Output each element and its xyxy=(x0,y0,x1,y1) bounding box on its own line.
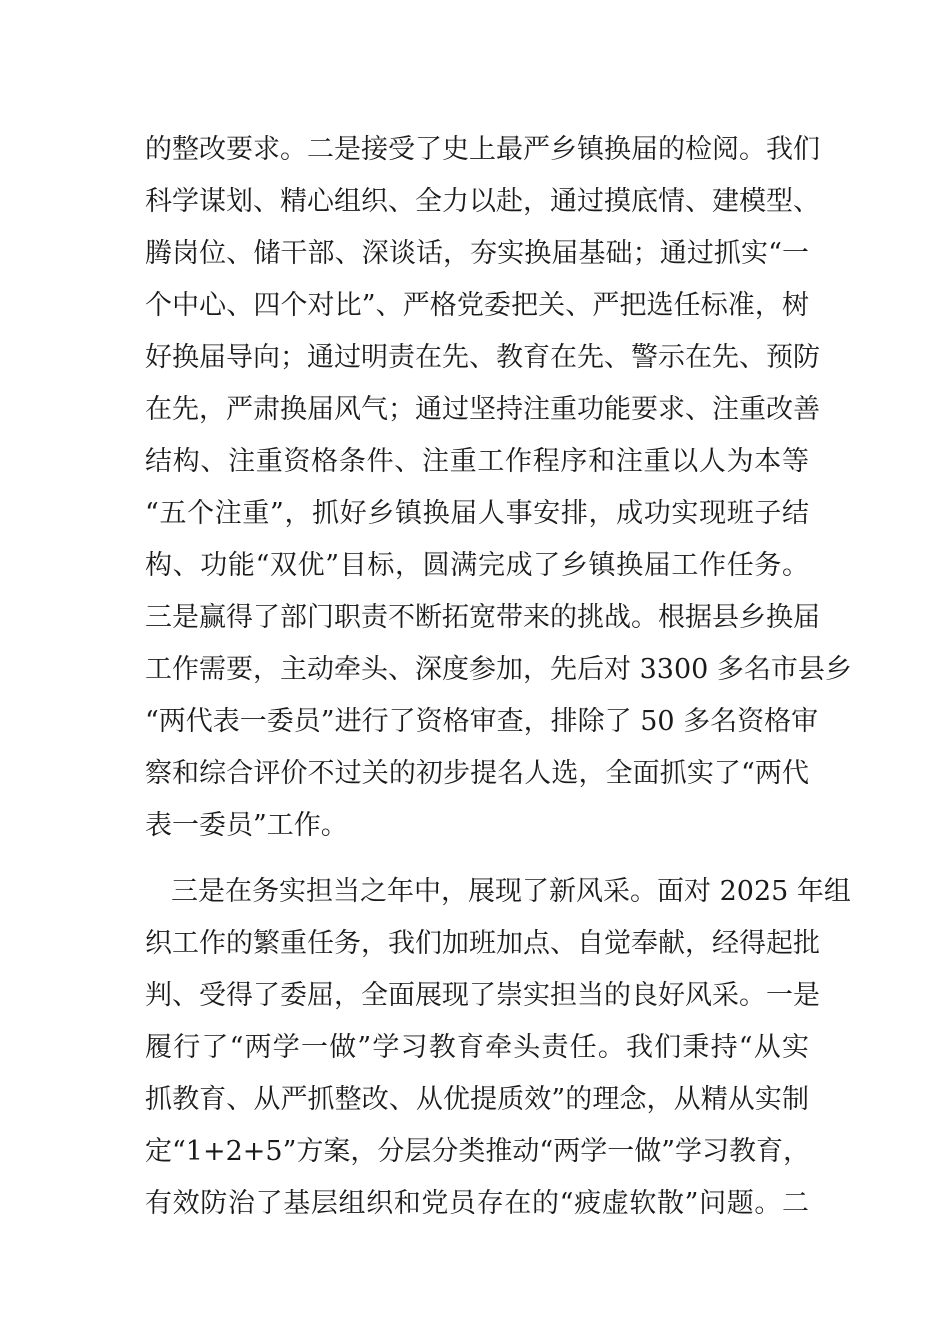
paragraph-2-line-5: 抓教育、从严抓整改、从优提质效”的理念，从精从实制 xyxy=(145,1084,809,1115)
paragraph-1-line-5: 好换届导向；通过明责在先、教育在先、警示在先、预防 xyxy=(145,342,820,373)
paragraph-1-line-11: 工作需要，主动牵头、深度参加，先后对 3300 多名市县乡 xyxy=(145,654,852,685)
paragraph-2 xyxy=(145,866,851,1230)
paragraph-1-line-9: 构、功能“双优”目标，圆满完成了乡镇换届工作任务。 xyxy=(145,550,809,581)
paragraph-1-line-1: 的整改要求。二是接受了史上最严乡镇换届的检阅。我们 xyxy=(145,134,820,165)
paragraph-2-line-6: 定“1+2+5”方案，分层分类推动“两学一做”学习教育， xyxy=(145,1136,810,1167)
paragraph-1-line-6: 在先，严肃换届风气；通过坚持注重功能要求、注重改善 xyxy=(145,394,820,425)
paragraph-2-line-7: 有效防治了基层组织和党员存在的“疲虚软散”问题。二 xyxy=(145,1188,809,1219)
paragraph-1-line-14: 表一委员”工作。 xyxy=(145,810,348,841)
paragraph-1-line-10: 三是赢得了部门职责不断拓宽带来的挑战。根据县乡换届 xyxy=(145,602,820,633)
paragraph-1-line-13: 察和综合评价不过关的初步提名人选，全面抓实了“两代 xyxy=(145,758,809,789)
paragraph-2-line-2: 织工作的繁重任务，我们加班加点、自觉奉献，经得起批 xyxy=(145,928,820,959)
paragraph-1-line-3: 腾岗位、储干部、深谈话，夯实换届基础；通过抓实“一 xyxy=(145,238,809,269)
paragraph-1-line-7: 结构、注重资格条件、注重工作程序和注重以人为本等 xyxy=(145,446,809,477)
paragraph-2-line-3: 判、受得了委屈，全面展现了崇实担当的良好风采。一是 xyxy=(145,980,820,1011)
paragraph-1-line-2: 科学谋划、精心组织、全力以赴，通过摸底情、建模型、 xyxy=(145,186,820,217)
paragraph-1-line-4: 个中心、四个对比”、严格党委把关、严把选任标准，树 xyxy=(145,290,809,321)
paragraph-1-line-8: “五个注重”，抓好乡镇换届人事安排，成功实现班子结 xyxy=(145,498,809,529)
paragraph-2-line-4: 履行了“两学一做”学习教育牵头责任。我们秉持“从实 xyxy=(145,1032,809,1063)
paragraph-2-line-1: 三是在务实担当之年中，展现了新风采。面对 2025 年组 xyxy=(171,876,851,907)
paragraph-1 xyxy=(145,124,852,852)
paragraph-1-line-12: “两代表一委员”进行了资格审查，排除了 50 多名资格审 xyxy=(145,706,819,737)
